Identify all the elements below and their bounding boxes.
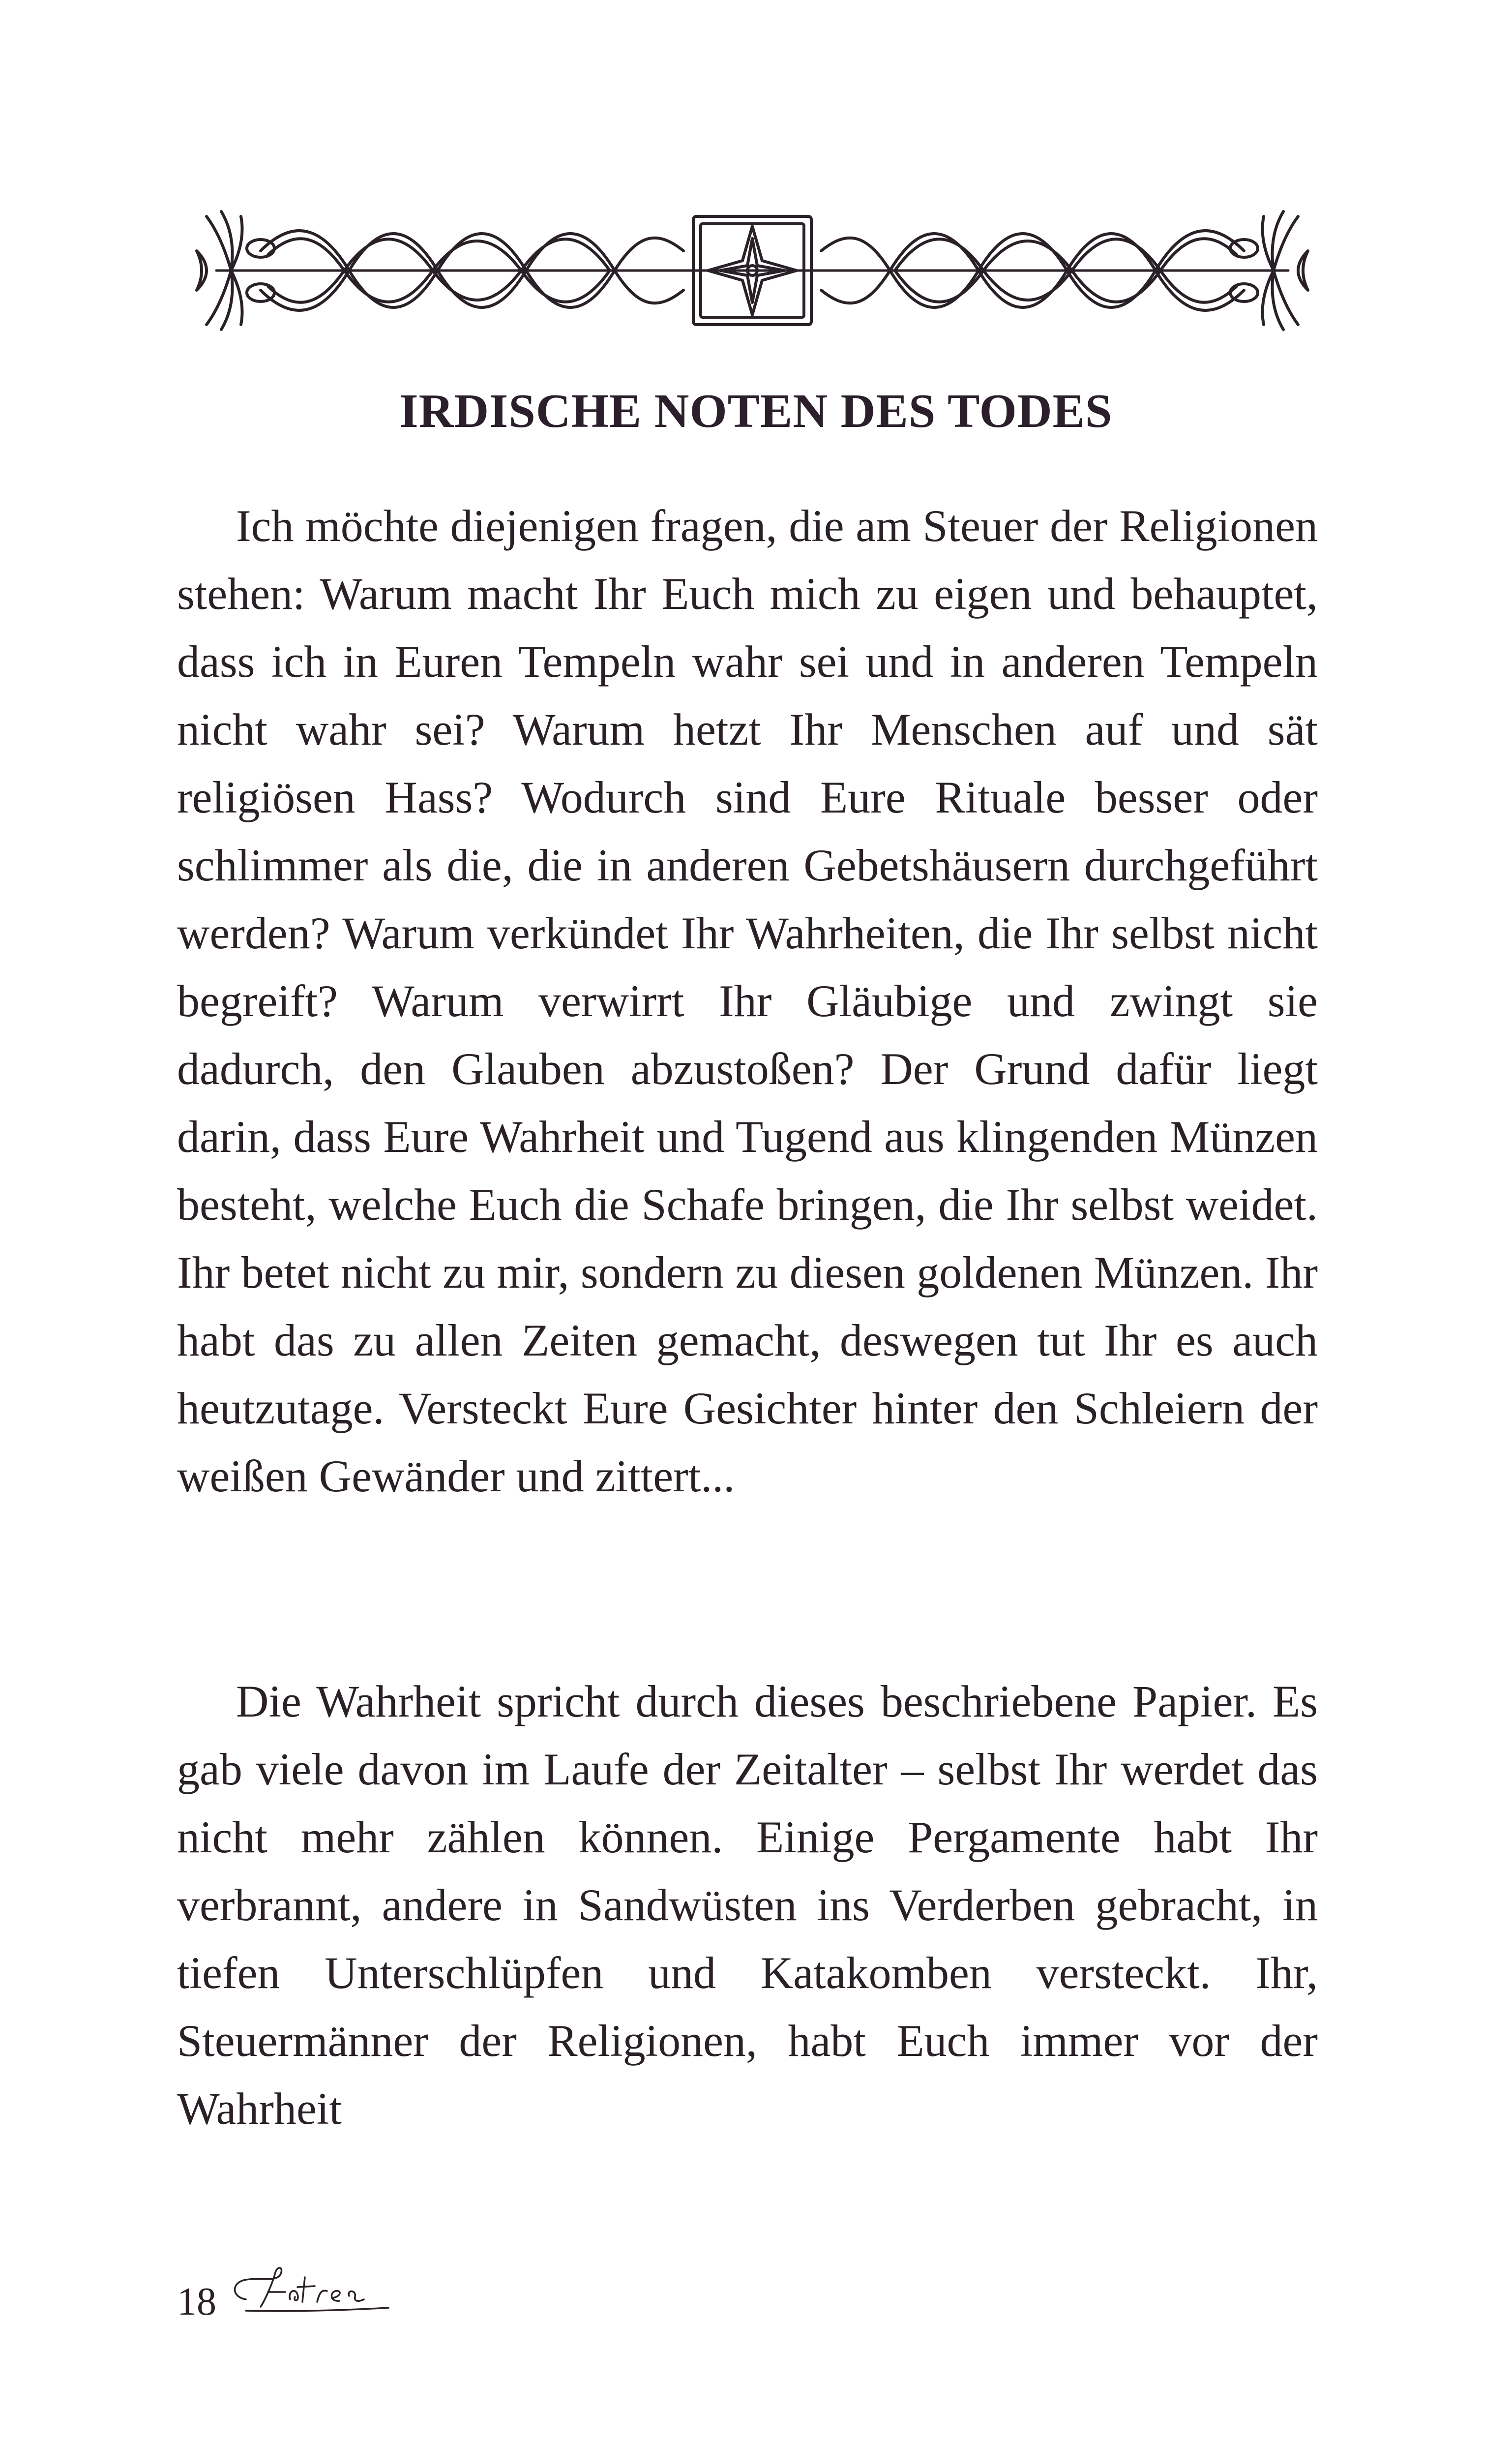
paragraph-1-block <box>177 492 1318 1510</box>
paragraph-1: Ich möchte diejenigen fragen, die am Steuer der Religionen stehen: Warum macht Ihr Euch mich zu eigen und behauptet, dass ich in Euren Tempeln wahr sei und in anderen Tempeln nicht wahr sei? Warum hetzt Ihr Menschen auf und sät religiösen Hass? Wodurch sind Eure Rituale besser oder schlimmer als die, die in anderen Gebetshäusern durchgeführt werden? Warum verkündet Ihr Wahrheiten, die Ihr selbst nicht begreift? Warum verwirrt Ihr Gläubige und zwingt sie dadurch, den Glauben abzustoßen? Der Grund dafür liegt darin, dass Eure Wahrheit und Tugend aus klingenden Münzen besteht, welche Euch die Schafe bringen, die Ihr selbst weidet. Ihr betet nicht zu mir, sondern zu diesen goldenen Münzen. Ihr habt das zu allen Zeiten gemacht, deswegen tut Ihr es auch heutzutage. Versteckt Eure Gesichter hinter den Schleiern der weißen Gewänder und zittert... <box>177 501 1318 1501</box>
serpent-star-ornament-icon <box>187 197 1318 344</box>
astrea-signature-logo <box>226 2253 413 2322</box>
chapter-title: IRDISCHE NOTEN DES TODES <box>399 385 1113 438</box>
page-footer <box>177 2253 413 2322</box>
page-number: 18 <box>177 2280 216 2323</box>
paragraph-2-block <box>177 1667 1318 2142</box>
paragraph-2: Die Wahrheit spricht durch dieses beschriebene Papier. Es gab viele davon im Laufe der Zeitalter – selbst Ihr werdet das nicht mehr zählen können. Einige Pergamente habt Ihr verbrannt, andere in Sandwüsten ins Verderben gebracht, in tiefen Unterschlüpfen und Katakomben versteckt. Ihr, Steuermänner der Religionen, habt Euch immer vor der Wahrheit <box>177 1676 1318 2134</box>
